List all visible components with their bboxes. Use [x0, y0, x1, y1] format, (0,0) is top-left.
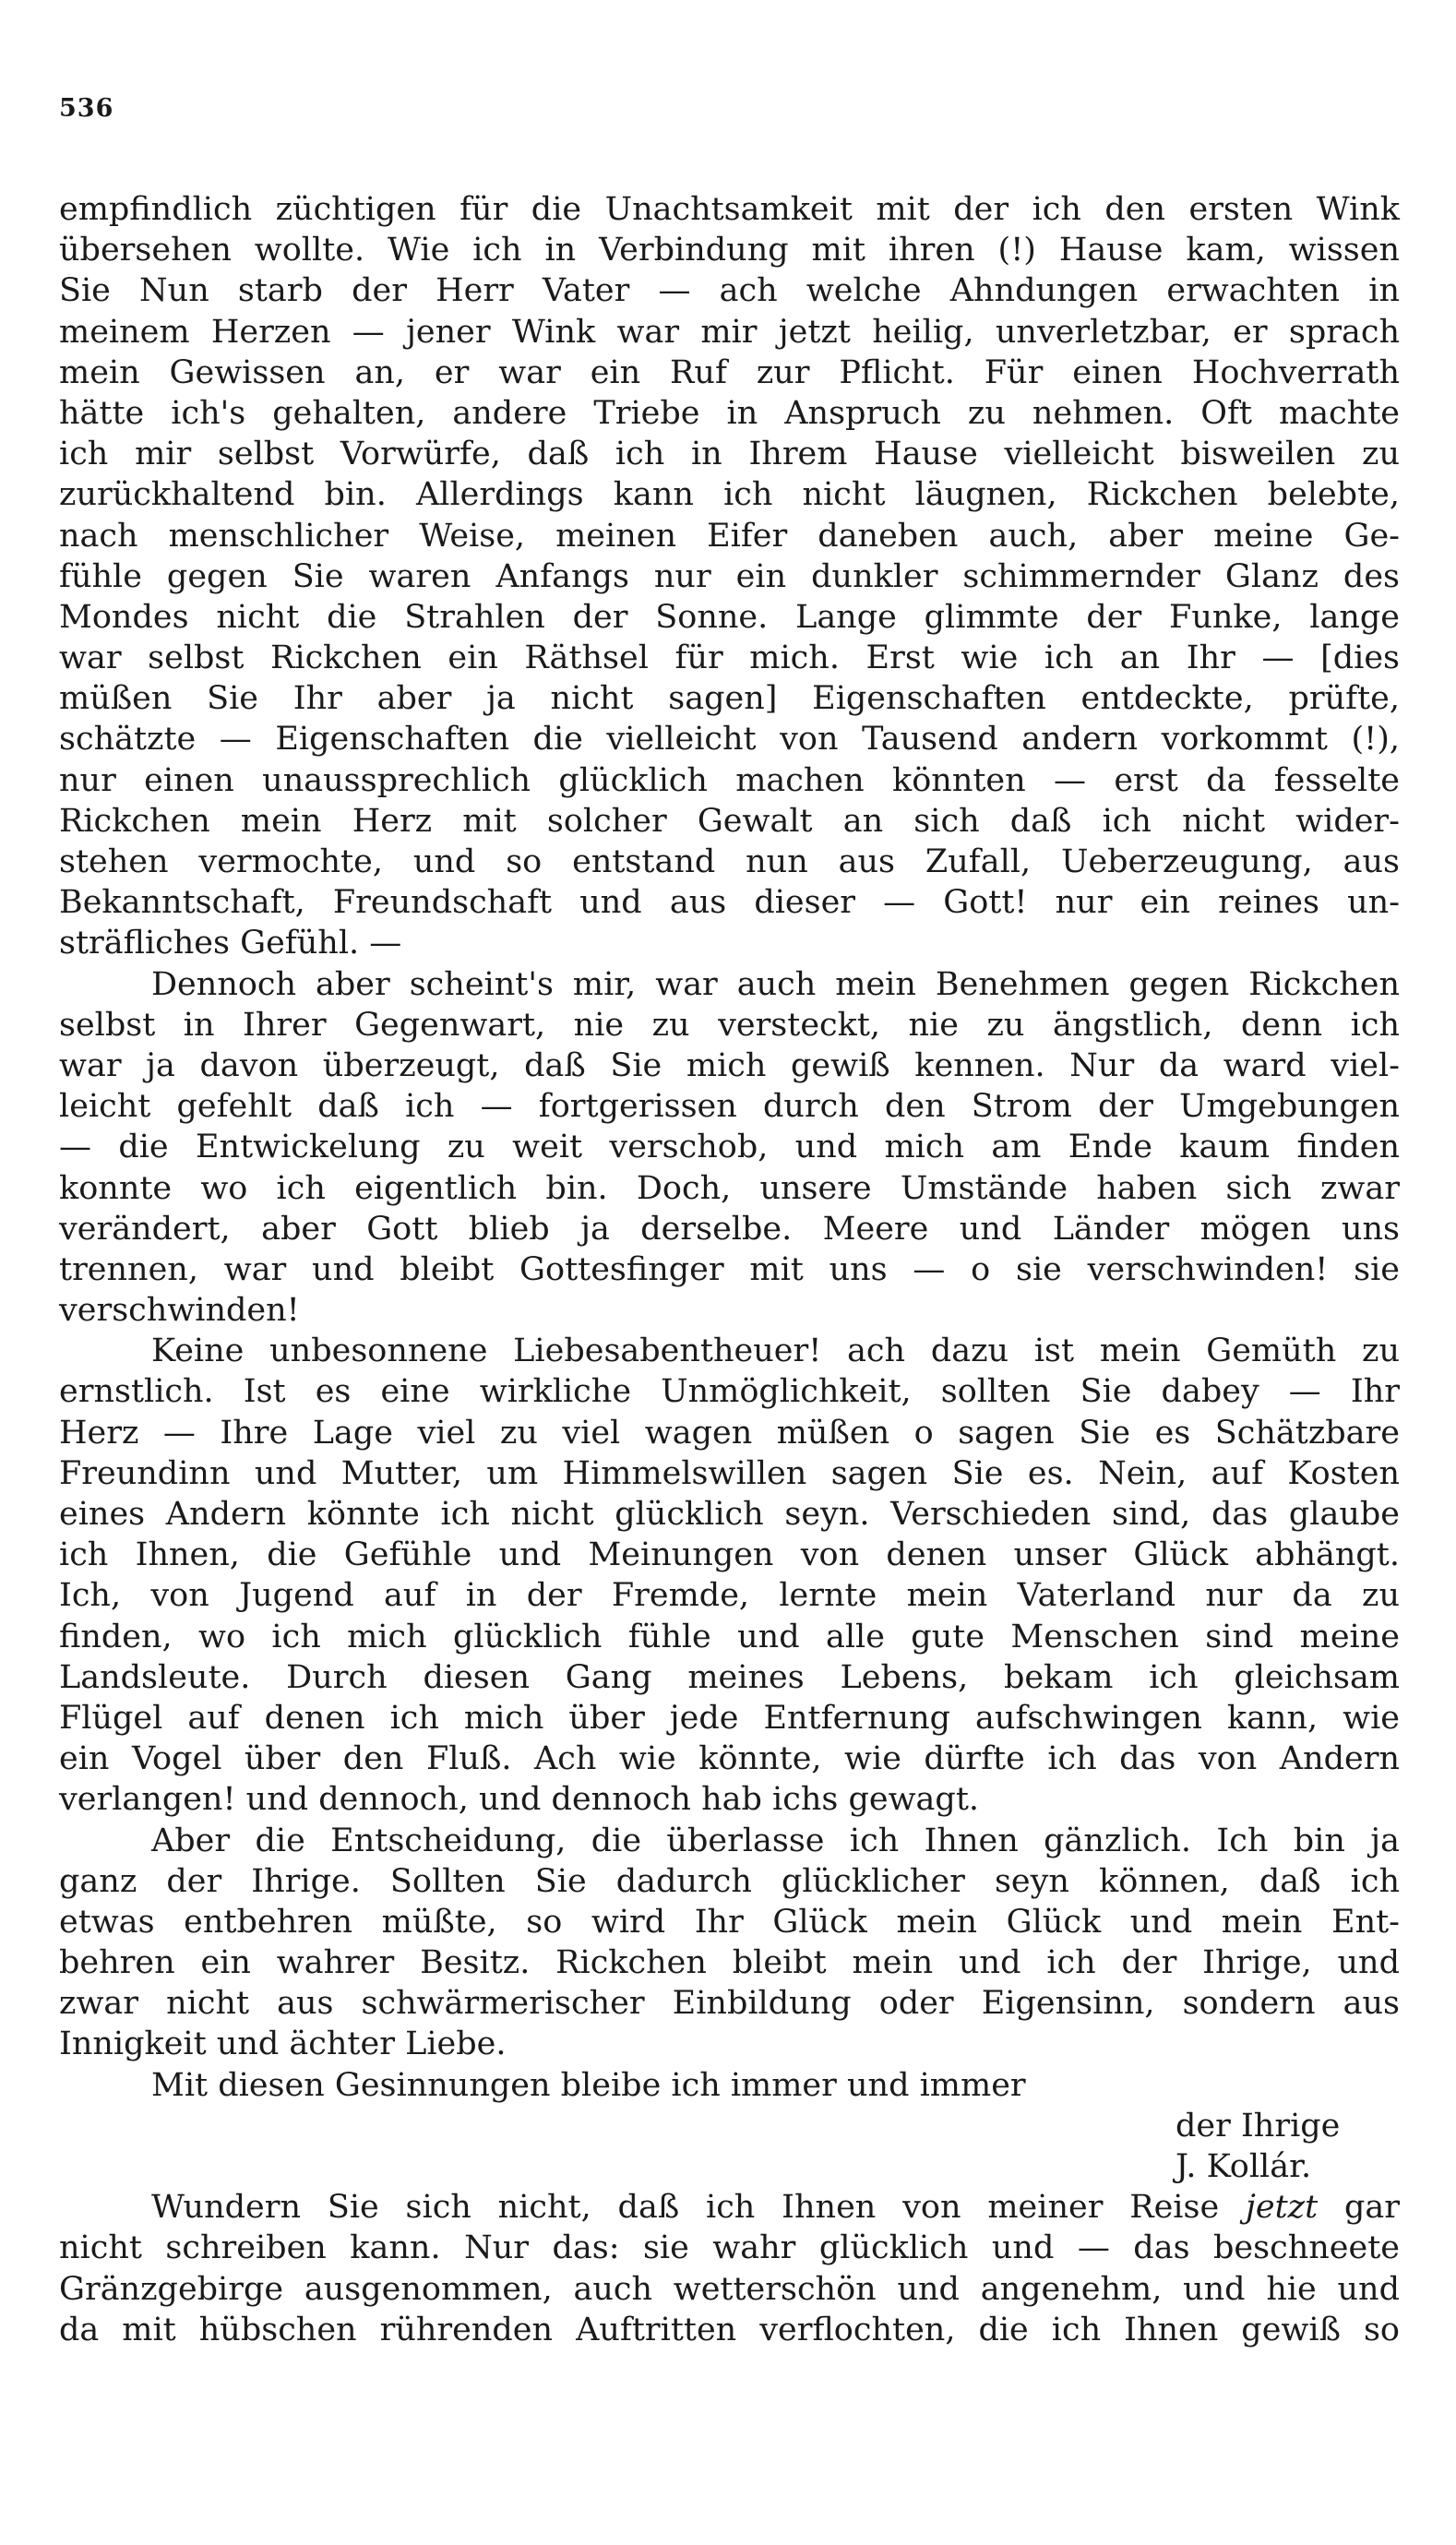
text-line: nach menschlicher Weise, meinen Eifer daneben auch, aber meine Ge- [59, 517, 1400, 555]
text-line: da mit hübschen rührenden Auftritten verflochten, die ich Ihnen gewiß so [59, 2311, 1400, 2348]
signature-closing: der Ihrige [1176, 2107, 1341, 2145]
text-line: konnte wo ich eigentlich bin. Doch, unsere Umstände haben sich zwar [59, 1169, 1400, 1207]
postscript-first-line [59, 2187, 1400, 2228]
text-line: müßen Sie Ihr aber ja nicht sagen] Eigenschaften entdeckte, prüfte, [59, 680, 1400, 718]
text-line: empfindlich züchtigen für die Unachtsamkeit mit der ich den ersten Wink [59, 191, 1400, 228]
text-line: nicht schreiben kann. Nur das: sie wahr glücklich und — das beschneete [59, 2229, 1400, 2267]
signature-name: J. Kollár. [1176, 2148, 1312, 2185]
text-line: finden, wo ich mich glücklich fühle und alle gute Menschen sind meine [59, 1618, 1400, 1655]
text-line: ernstlich. Ist es eine wirkliche Unmöglichkeit, sollten Sie dabey — Ihr [59, 1373, 1400, 1411]
text-line: Bekanntschaft, Freundschaft und aus dieser — Gott! nur ein reines un- [59, 884, 1400, 922]
text-line: Dennoch aber scheint's mir, war auch mein Benehmen gegen Rickchen [151, 965, 1400, 1003]
text-line: mein Gewissen an, er war ein Ruf zur Pflicht. Für einen Hochverrath [59, 353, 1400, 391]
page-number: 536 [59, 94, 114, 123]
text-line: eines Andern könnte ich nicht glücklich seyn. Verschieden sind, das glaube [59, 1496, 1400, 1533]
text-line: ich mir selbst Vorwürfe, daß ich in Ihrem Hause vielleicht bisweilen zu [59, 436, 1400, 473]
text-line: zwar nicht aus schwärmerischer Einbildung oder Eigensinn, sondern aus [59, 1985, 1400, 2023]
text-line: Mit diesen Gesinnungen bleibe ich immer und immer [151, 2066, 1026, 2104]
text-line: trennen, war und bleibt Gottesfinger mit uns — o sie verschwinden! sie [59, 1250, 1400, 1288]
text-line: behren ein wahrer Besitz. Rickchen bleibt mein und ich der Ihrige, und [59, 1944, 1400, 1982]
text-line: Freundinn und Mutter, um Himmelswillen sagen Sie es. Nein, auf Kosten [59, 1454, 1400, 1492]
text-line: Innigkeit und ächter Liebe. [59, 2025, 507, 2063]
text-line: Keine unbesonnene Liebesabentheuer! ach dazu ist mein Gemüth zu [151, 1332, 1400, 1370]
text-line: verändert, aber Gott blieb ja derselbe. Meere und Länder mögen uns [59, 1210, 1400, 1248]
text-line: Flügel auf denen ich mich über jede Entfernung aufschwingen kann, wie [59, 1699, 1400, 1737]
text-line: sträfliches Gefühl. — [59, 925, 402, 962]
text-line: ganz der Ihrige. Sollten Sie dadurch glücklicher seyn können, daß ich [59, 1862, 1400, 1900]
postscript-text: Wundern Sie sich nicht, daß ich Ihnen von meiner Reise [151, 2189, 1220, 2227]
postscript-text: gar [1343, 2189, 1400, 2227]
text-line: Ich, von Jugend auf in der Fremde, lernte mein Vaterland nur da zu [59, 1577, 1400, 1615]
text-line: Sie Nun starb der Herr Vater — ach welche Ahndungen erwachten in [59, 272, 1400, 310]
text-line: stehen vermochte, und so entstand nun aus Zufall, Ueberzeugung, aus [59, 843, 1400, 880]
text-line: etwas entbehren müßte, so wird Ihr Glück mein Glück und mein Ent- [59, 1903, 1400, 1941]
emphasis-text: jetzt [1246, 2189, 1319, 2227]
text-line: meinem Herzen — jener Wink war mir jetzt heilig, unverletzbar, er sprach [59, 313, 1400, 351]
text-line: Herz — Ihre Lage viel zu viel wagen müßen o sagen Sie es Schätzbare [59, 1414, 1400, 1452]
text-line: leicht gefehlt daß ich — fortgerissen durch den Strom der Umgebungen [59, 1088, 1400, 1126]
text-line: Landsleute. Durch diesen Gang meines Lebens, bekam ich gleichsam [59, 1658, 1400, 1696]
text-line: selbst in Ihrer Gegenwart, nie zu versteckt, nie zu ängstlich, denn ich [59, 1006, 1400, 1044]
text-line: verlangen! und dennoch, und dennoch hab ichs gewagt. [59, 1781, 980, 1819]
text-line: Mondes nicht die Strahlen der Sonne. Lange glimmte der Funke, lange [59, 598, 1400, 636]
text-line: übersehen wollte. Wie ich in Verbindung mit ihren (!) Hause kam, wissen [59, 232, 1400, 269]
text-line: nur einen unaussprechlich glücklich machen könnten — erst da fesselte [59, 761, 1400, 799]
text-line: zurückhaltend bin. Allerdings kann ich nicht läugnen, Rickchen belebte, [59, 476, 1400, 514]
text-line: Aber die Entscheidung, die überlasse ich Ihnen gänzlich. Ich bin ja [151, 1822, 1400, 1859]
text-line: ein Vogel über den Fluß. Ach wie könnte, wie dürfte ich das von Andern [59, 1740, 1400, 1778]
text-line: hätte ich's gehalten, andere Triebe in Anspruch zu nehmen. Oft machte [59, 394, 1400, 432]
text-line: war ja davon überzeugt, daß Sie mich gewiß kennen. Nur da ward viel- [59, 1046, 1400, 1084]
text-line: ich Ihnen, die Gefühle und Meinungen von denen unser Glück abhängt. [59, 1536, 1400, 1574]
text-line: fühle gegen Sie waren Anfangs nur ein dunkler schimmernder Glanz des [59, 557, 1400, 595]
letter-body [59, 189, 1400, 2350]
text-line: war selbst Rickchen ein Räthsel für mich. Erst wie ich an Ihr — [dies [59, 639, 1400, 677]
text-line: verschwinden! [59, 1292, 300, 1330]
text-line: Gränzgebirge ausgenommen, auch wetterschön und angenehm, und hie und [59, 2270, 1400, 2308]
text-line: Rickchen mein Herz mit solcher Gewalt an sich daß ich nicht wider- [59, 802, 1400, 840]
text-line: schätzte — Eigenschaften die vielleicht von Tausend andern vorkommt (!), [59, 721, 1400, 759]
text-line: — die Entwickelung zu weit verschob, und mich am Ende kaum finden [59, 1129, 1400, 1166]
